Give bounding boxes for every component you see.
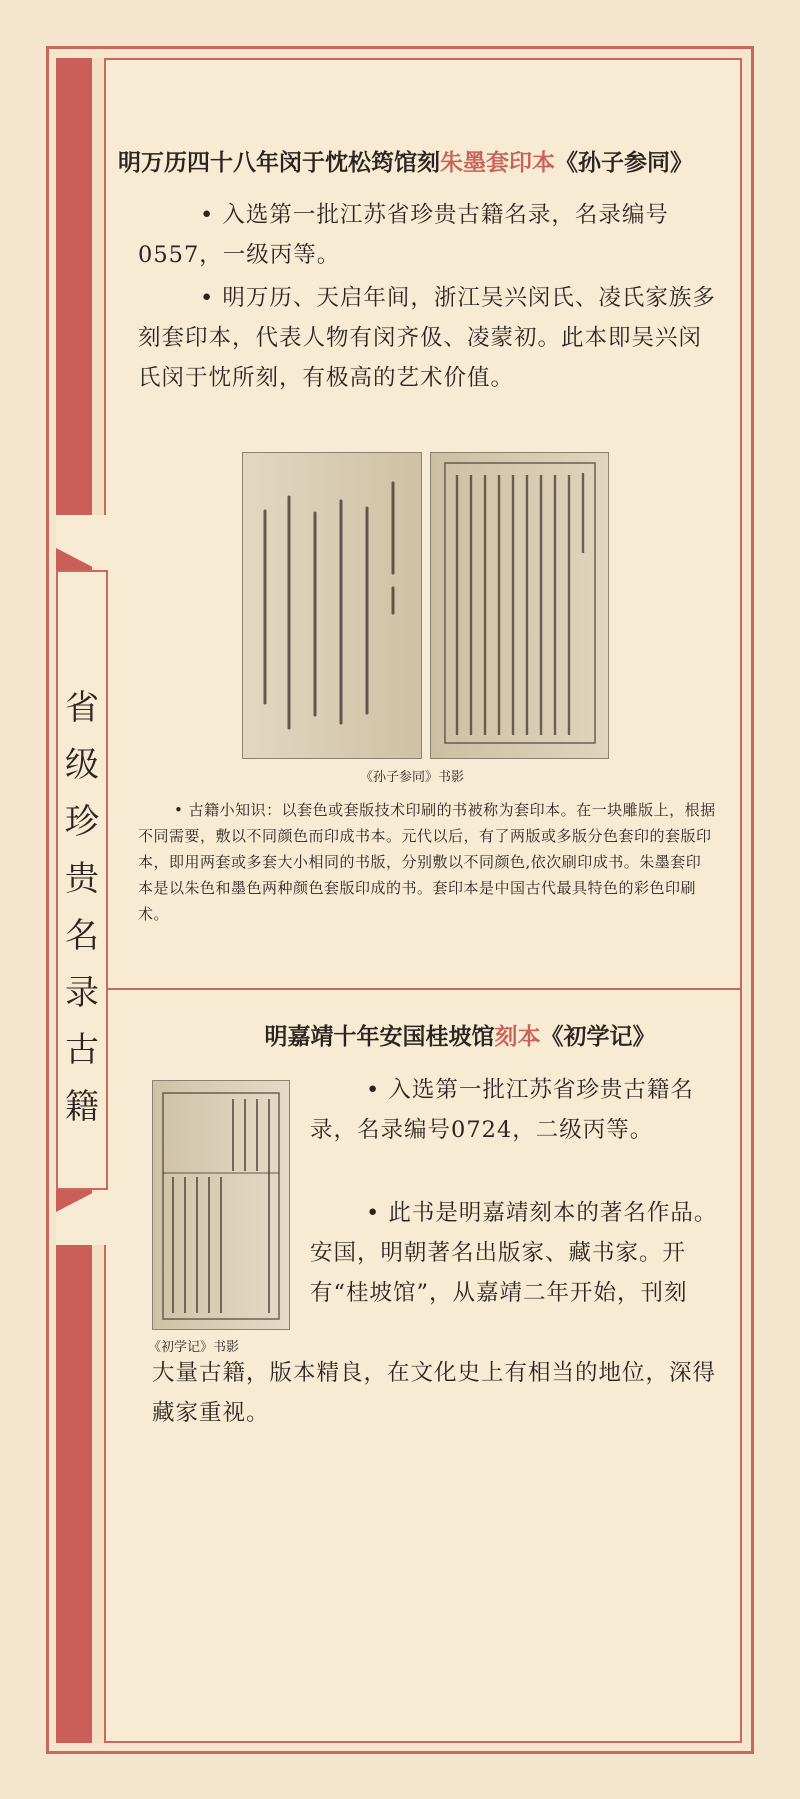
section2-title	[180, 1018, 740, 1051]
section1-knowledge-note: • 古籍小知识：以套色或套版技术印刷的书被称为套印本。在一块雕版上，根据不同需要，敷以不同颜色而印成书本。元代以后，有了两版或多版分色套印的套版印本，即用两套或多套大小相同的书版，分别敷以不同颜色,依次刷印成书。朱墨套印本是以朱色和墨色两种颜色套版印成的书。套印本是中国古代最具特色的彩色印刷术。	[138, 801, 716, 923]
section1-title-suffix: 《孙子参同》	[555, 149, 693, 176]
book-photo-left-page	[242, 452, 422, 759]
book-photo-right-page	[430, 452, 609, 759]
section1-photo-caption: 《孙子参同》书影	[360, 770, 465, 785]
book-photo-chuxueji	[152, 1080, 290, 1330]
section1-title-prefix: 明万历四十八年闵于忱松筠馆刻	[118, 149, 440, 176]
section2-bullet2-part2: 大量古籍，版本精良，在文化史上有相当的地位，深得藏家重视。	[152, 1360, 717, 1426]
section2-title-suffix: 《初学记》	[540, 1023, 656, 1050]
section1-bullet2: • 明万历、天启年间，浙江吴兴闵氏、凌氏家族多刻套印本，代表人物有闵齐伋、凌蒙初。此本即吴兴闵氏闵于忱所刻，有极高的艺术价值。	[138, 285, 716, 391]
section2-photo-caption: 《初学记》书影	[148, 1340, 240, 1355]
side-title: 省级珍贵名录古籍	[65, 688, 99, 1127]
section1-title	[118, 144, 738, 177]
section2-bullet1: • 入选第一批江苏省珍贵古籍名录，名录编号0724，二级丙等。	[310, 1077, 694, 1143]
section1-bullet1: • 入选第一批江苏省珍贵古籍名录，名录编号0557，一级丙等。	[138, 202, 669, 268]
section2-title-prefix: 明嘉靖十年安国桂坡馆	[264, 1023, 495, 1050]
section-divider	[106, 988, 742, 990]
section2-bullet2-part1: • 此书是明嘉靖刻本的著名作品。安国，明朝著名出版家、藏书家。开有“桂坡馆”，从嘉靖二年开始，刊刻	[310, 1200, 718, 1306]
section1-title-accent: 朱墨套印本	[440, 149, 555, 176]
section2-title-accent: 刻本	[494, 1023, 541, 1050]
